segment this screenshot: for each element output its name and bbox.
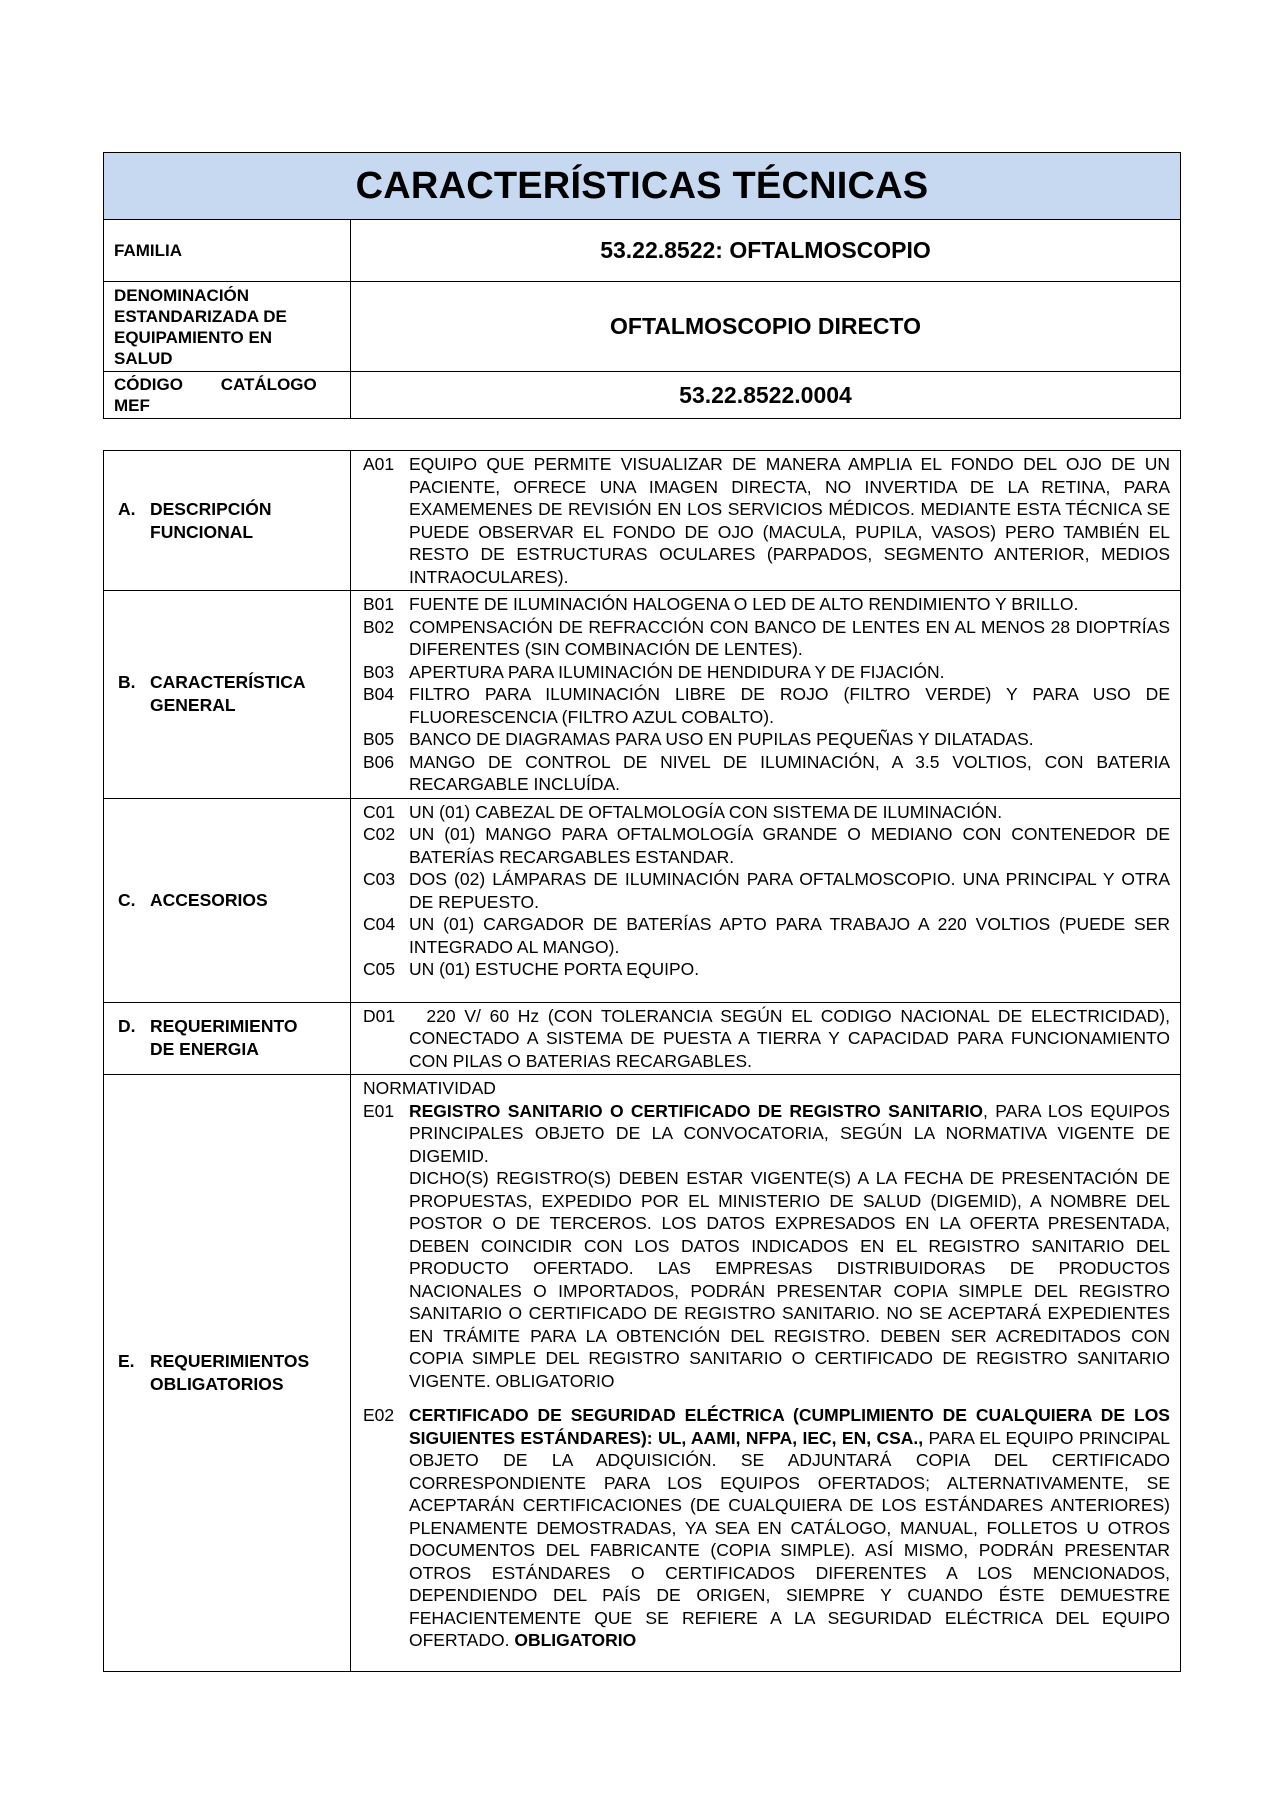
page-title: CARACTERÍSTICAS TÉCNICAS [104,153,1181,220]
list-item: E02 CERTIFICADO DE SEGURIDAD ELÉCTRICA (CUMPLIMIENTO DE CUALQUIERA DE LOS SIGUIENTES ESTÁNDARES): UL, AAMI, NFPA, IEC, EN, CSA., PARA EL EQUIPO PRINCIPAL OBJETO DE LA ADQUISICIÓN. SE ADJUNTARÁ COPIA DEL CERTIFICADO CORRESPONDIENTE PARA LOS EQUIPOS OFERTADOS; ALTERNATIVAMENTE, SE ACEPTARÁN CERTIFICACIONES (DE CUALQUIERA DE LOS ESTÁNDARES ANTERIORES) PLENAMENTE DEMOSTRADAS, YA SEA EN CATÁLOGO, MANUAL, FOLLETOS U OTROS DOCUMENTOS DEL FABRICANTE (COPIA SIMPLE). ASÍ MISMO, PODRÁN PRESENTAR OTROS ESTÁNDARES O CERTIFICADOS DIFERENTES A LOS MENCIONADOS, DEPENDIENDO DEL PAÍS DE ORIGEN, SIEMPRE Y CUANDO ÉSTE DEMUESTRE FEHACIENTEMENTE QUE SE REFIERE A LA SEGURIDAD ELÉCTRICA DEL EQUIPO OFERTADO. OBLIGATORIO [363,1405,1170,1650]
familia-label: FAMILIA [104,220,351,282]
section-c-row [104,798,1181,1002]
header-table [103,152,1181,419]
codigo-value: 53.22.8522.0004 [351,372,1181,419]
list-item: B04 FILTRO PARA ILUMINACIÓN LIBRE DE ROJO (FILTRO VERDE) Y PARA USO DE FLUORESCENCIA (FILTRO AZUL COBALTO). [363,684,1170,727]
section-b-row [104,591,1181,799]
section-d-row [104,1002,1181,1075]
section-e-label: E. REQUERIMIENTOS OBLIGATORIOS [104,1075,351,1672]
list-item: C05 UN (01) ESTUCHE PORTA EQUIPO. [363,959,700,979]
section-b-items [351,591,1181,799]
list-item: E01 REGISTRO SANITARIO O CERTIFICADO DE REGISTRO SANITARIO, PARA LOS EQUIPOS PRINCIPALES OBJETO DE LA CONVOCATORIA, SEGÚN LA NORMATIVA VIGENTE DE DIGEMID. [363,1100,1170,1166]
section-e-items [351,1075,1181,1672]
section-a-row [104,451,1181,591]
denominacion-value: OFTALMOSCOPIO DIRECTO [351,282,1181,372]
section-a-items [351,451,1181,591]
list-item: C03 DOS (02) LÁMPARAS DE ILUMINACIÓN PARA OFTALMOSCOPIO. UNA PRINCIPAL Y OTRA DE REPUESTO. [363,869,1170,912]
familia-value: 53.22.8522: OFTALMOSCOPIO [351,220,1181,282]
list-item: B01 FUENTE DE ILUMINACIÓN HALOGENA O LED DE ALTO RENDIMIENTO Y BRILLO. [363,594,1079,614]
list-item: C01 UN (01) CABEZAL DE OFTALMOLOGÍA CON SISTEMA DE ILUMINACIÓN. [363,801,1003,822]
e01-detail: DICHO(S) REGISTRO(S) DEBEN ESTAR VIGENTE(S) A LA FECHA DE PRESENTACIÓN DE PROPUESTAS, EXPEDIDO POR EL MINISTERIO DE SALUD (DIGEMID), A NOMBRE DEL POSTOR O DE TERCEROS. LOS DATOS EXPRESADOS EN LA OFERTA PRESENTADA, DEBEN COINCIDIR CON LOS DATOS INDICADOS EN EL REGISTRO SANITARIO DEL PRODUCTO OFERTADO. LAS EMPRESAS DISTRIBUIDORAS DE PRODUCTOS NACIONALES O IMPORTADOS, PODRÁN PRESENTAR COPIA SIMPLE DEL REGISTRO SANITARIO O CERTIFICADO DE REGISTRO SANITARIO. NO SE ACEPTARÁ EXPEDIENTES EN TRÁMITE PARA LA OBTENCIÓN DEL REGISTRO. DEBEN SER ACREDITADOS CON COPIA SIMPLE DEL REGISTRO SANITARIO O CERTIFICADO DE REGISTRO SANITARIO VIGENTE. OBLIGATORIO [409,1168,1170,1391]
section-c-items [351,798,1181,1002]
list-item: C02 UN (01) MANGO PARA OFTALMOLOGÍA GRANDE O MEDIANO CON CONTENEDOR DE BATERÍAS RECARGABLES ESTANDAR. [363,824,1170,867]
list-item: D01 220 V/ 60 Hz (CON TOLERANCIA SEGÚN EL CODIGO NACIONAL DE ELECTRICIDAD), CONECTADO A SISTEMA DE PUESTA A TIERRA Y CAPACIDAD PARA FUNCIONAMIENTO CON PILAS O BATERIAS RECARGABLES. [363,1005,1175,1071]
list-item: B02 COMPENSACIÓN DE REFRACCIÓN CON BANCO DE LENTES EN AL MENOS 28 DIOPTRÍAS DIFERENTES (SIN COMBINACIÓN DE LENTES). [363,616,1170,659]
section-d-label: D. REQUERIMIENTO DE ENERGIA [104,1002,351,1075]
list-item: A01 EQUIPO QUE PERMITE VISUALIZAR DE MANERA AMPLIA EL FONDO DEL OJO DE UN PACIENTE, OFRECE UNA IMAGEN DIRECTA, NO INVERTIDA DE LA RETINA, PARA EXAMEMENES DE REVISIÓN EN LOS SERVICIOS MÉDICOS. MEDIANTE ESTA TÉCNICA SE PUEDE OBSERVAR EL FONDO DE OJO (MACULA, PUPILA, VASOS) PERO TAMBIÉN EL RESTO DE ESTRUCTURAS OCULARES (PARPADOS, SEGMENTO ANTERIOR, MEDIOS INTRAOCULARES). [363,454,1170,587]
normatividad-heading: NORMATIVIDAD [363,1078,496,1098]
codigo-label: CÓDIGO CATÁLOGO MEF [104,372,351,419]
list-item: B03 APERTURA PARA ILUMINACIÓN DE HENDIDURA Y DE FIJACIÓN. [363,661,945,682]
list-item: B05 BANCO DE DIAGRAMAS PARA USO EN PUPILAS PEQUEÑAS Y DILATADAS. [363,729,1034,749]
list-item: B06 MANGO DE CONTROL DE NIVEL DE ILUMINACIÓN, A 3.5 VOLTIOS, CON BATERIA RECARGABLE INCLUÍDA. [363,751,1170,794]
list-item: C04 UN (01) CARGADOR DE BATERÍAS APTO PARA TRABAJO A 220 VOLTIOS (PUEDE SER INTEGRADO AL MANGO). [363,914,1170,957]
denominacion-label: DENOMINACIÓN ESTANDARIZADA DE EQUIPAMIENTO EN SALUD [104,282,351,372]
section-c-label: C. ACCESORIOS [104,798,351,1002]
section-e-row [104,1075,1181,1672]
section-a-label: A. DESCRIPCIÓN FUNCIONAL [104,451,351,591]
section-d-items [351,1002,1181,1075]
section-b-label: B. CARACTERÍSTICA GENERAL [104,591,351,799]
specs-table [103,450,1181,1672]
